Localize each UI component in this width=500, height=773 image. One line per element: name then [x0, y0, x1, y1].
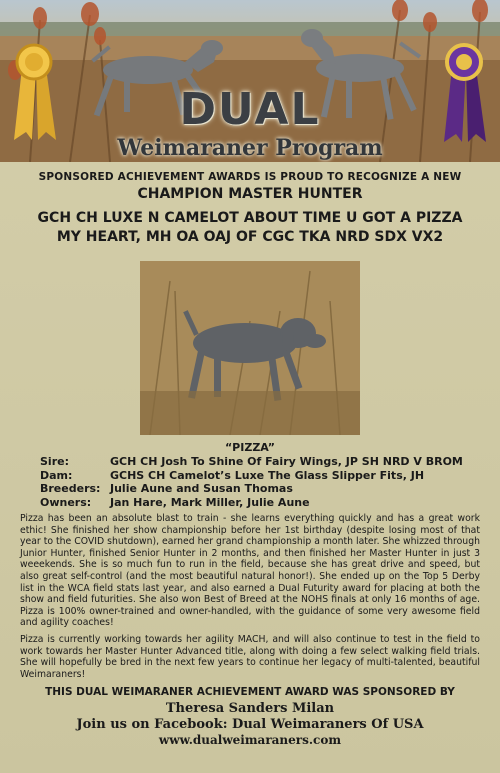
pedigree-row-breeders: [40, 482, 480, 496]
pedigree-value: Julie Aune and Susan Thomas: [110, 482, 293, 495]
pedigree-label: Sire:: [40, 455, 69, 468]
pedigree-table: [40, 455, 480, 509]
sponsor-name: Theresa Sanders Milan: [165, 701, 335, 717]
program-subtitle: Weimaraner Program: [117, 135, 383, 161]
dog-name-line-1: GCH CH LUXE N CAMELOT ABOUT TIME U GOT A PIZZA: [37, 210, 463, 226]
pedigree-value: GCHS CH Camelot’s Luxe The Glass Slipper Fits, JH: [110, 468, 425, 482]
pedigree-row-sire: [40, 455, 480, 469]
pedigree-row-owners: [40, 496, 480, 510]
pedigree-label: Owners:: [40, 495, 92, 509]
pedigree-label: Dam:: [40, 468, 73, 482]
dog-name-line-2: MY HEART, MH OA OAJ OF CGC TKA NRD SDX VX2: [56, 229, 444, 245]
program-logo-title: DUAL: [179, 84, 321, 135]
pedigree-label: Breeders:: [40, 482, 101, 495]
announcement-intro: SPONSORED ACHIEVEMENT AWARDS IS PROUD TO RECOGNIZE A NEW: [38, 171, 462, 183]
dog-registered-name: [0, 209, 500, 247]
dog-in-field-photo: [140, 261, 360, 435]
dog-call-name: “PIZZA”: [224, 441, 276, 454]
pedigree-value: Jan Hare, Mark Miller, Julie Aune: [110, 495, 310, 509]
sponsor-intro: THIS DUAL WEIMARANER ACHIEVEMENT AWARD WAS SPONSORED BY: [45, 686, 455, 699]
dog-photo: [140, 261, 360, 435]
pedigree-row-dam: [40, 469, 480, 483]
award-title: CHAMPION MASTER HUNTER: [137, 186, 363, 202]
story-paragraph-1: Pizza has been an absolute blast to train - she learns everything quickly and has a great work ethic! She finished her show championship before her 1st birthday (despite losing most of that year to the COVID shutdown), earned her grand championship a month later. She whizzed through Junior Hunter, finished Senior Hunter in 2 months, and then finished her Master Hunter in just 3 weeekends. She is so much fun to run in the field, because she has great drive and speed, but also great self-control (and the most beautiful natural honor!). She ended up on the Top 5 Derby list in the WCA field stats last year, and also earned a Dual Futurity award for placing at both the show and field futurities. She also won Best of Breed at the NOHS finals at only 16 months of age. Pizza is 100% owner-trained and owner-handled, with the guidance of some very awesome field and agility coaches!: [20, 513, 480, 629]
website-link[interactable]: www.dualweimaraners.com: [158, 733, 342, 748]
header-banner: [0, 0, 500, 162]
story-paragraph-2: Pizza is currently working towards her agility MACH, and will also continue to test in the field to work towards her Master Hunter Advanced title, along with doing a few select walking field trials. She will hopefully be bred in the next few years to continue her legacy of multi-talented, beautiful Weimaraners!: [20, 633, 480, 680]
facebook-link[interactable]: Join us on Facebook: Dual Weimaraners Of USA: [76, 717, 424, 733]
pedigree-value: GCH CH Josh To Shine Of Fairy Wings, JP SH NRD V BROM: [110, 455, 463, 468]
